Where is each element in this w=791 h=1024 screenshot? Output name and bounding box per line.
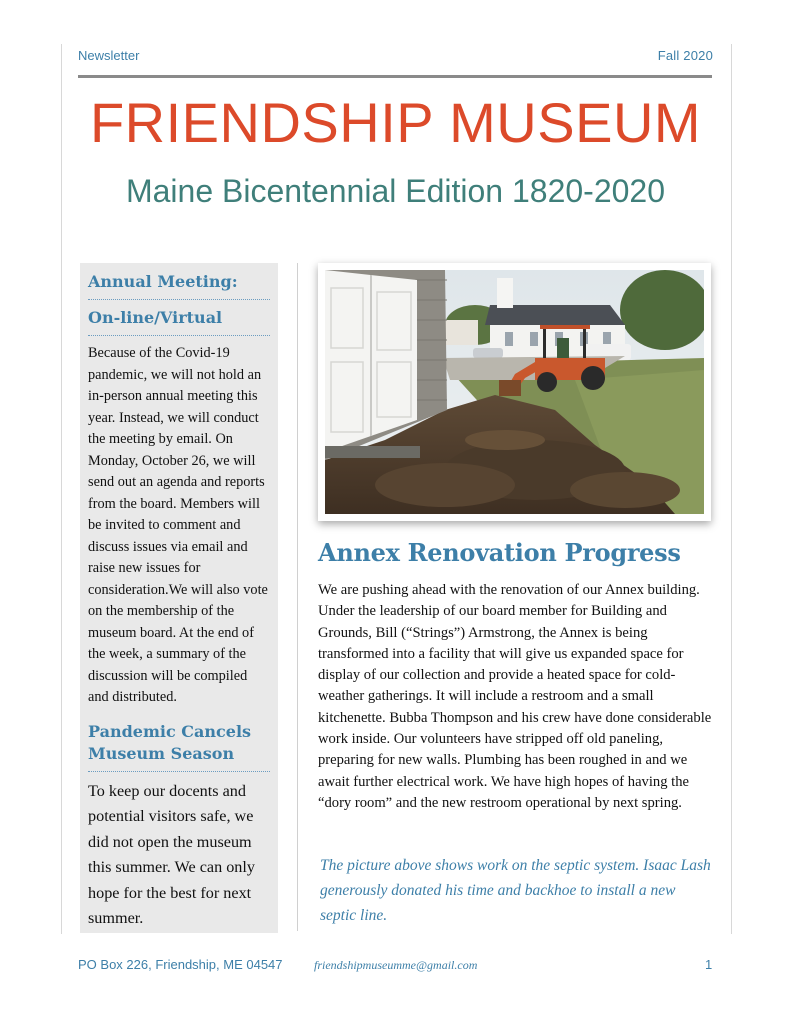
dotted-divider bbox=[88, 335, 270, 336]
backhoe-photo-image bbox=[325, 270, 704, 514]
sidebar-heading-annual-meeting: Annual Meeting: bbox=[88, 272, 238, 291]
sidebar-annual-meeting-text: Because of the Covid-19 pandemic, we will not hold an in-person annual meeting this year. Instead, we will conduct the meeting by email. On Monday, October 26, we will send out an agenda and reports from the board. Members will be invited to comment and discuss issues via email and raise new issues for consideration.We will also vote on the membership of the museum board. At the end of the week, a summary of the discussion will be compiled and distributed. bbox=[88, 345, 268, 705]
header-rule bbox=[78, 75, 712, 78]
dotted-divider bbox=[88, 771, 270, 772]
header-issue: Fall 2020 bbox=[657, 48, 713, 63]
page-number: 1 bbox=[705, 957, 713, 972]
article-heading: Annex Renovation Progress bbox=[318, 538, 681, 567]
newsletter-title: FRIENDSHIP MUSEUM bbox=[89, 91, 702, 154]
sidebar-heading-pandemic: Pandemic Cancels Museum Season bbox=[88, 721, 252, 763]
footer-address: PO Box 226, Friendship, ME 04547 bbox=[78, 957, 283, 972]
column-divider bbox=[297, 263, 298, 931]
dotted-divider bbox=[88, 299, 270, 300]
newsletter-subtitle: Maine Bicentennial Edition 1820-2020 bbox=[125, 173, 666, 209]
article-body: We are pushing ahead with the renovation of our Annex building. Under the leadership of our board member for Building and Grounds, Bill (“Strings”) Armstrong, the Annex is being transformed into a facility that will give us expanded space for display of our collection and provide a heated space for cold-weather gatherings. It will include a restroom and a small kitchenette. Bubba Thompson and his crew have done considerable work inside. Our volunteers have stripped off old paneling, preparing for new walls. Plumbing has been roughed in and we await further electrical work. We have high hopes of having the “dory room” and the new restroom operational by next spring. bbox=[318, 582, 712, 811]
sidebar-heading-online: On-line/Virtual bbox=[88, 308, 223, 327]
sidebar-pandemic-text: To keep our docents and potential visitors safe, we did not open the museum this summer. We can only hope for the best for next summer. bbox=[88, 781, 255, 927]
photo-caption: The picture above shows work on the septic system. Isaac Lash generously donated his time and backhoe to install a new septic line. bbox=[320, 857, 711, 924]
annex-photo bbox=[318, 263, 711, 521]
sidebar bbox=[80, 263, 278, 933]
footer-email[interactable]: friendshipmuseumme@gmail.com bbox=[314, 958, 478, 972]
header-label: Newsletter bbox=[78, 48, 140, 63]
